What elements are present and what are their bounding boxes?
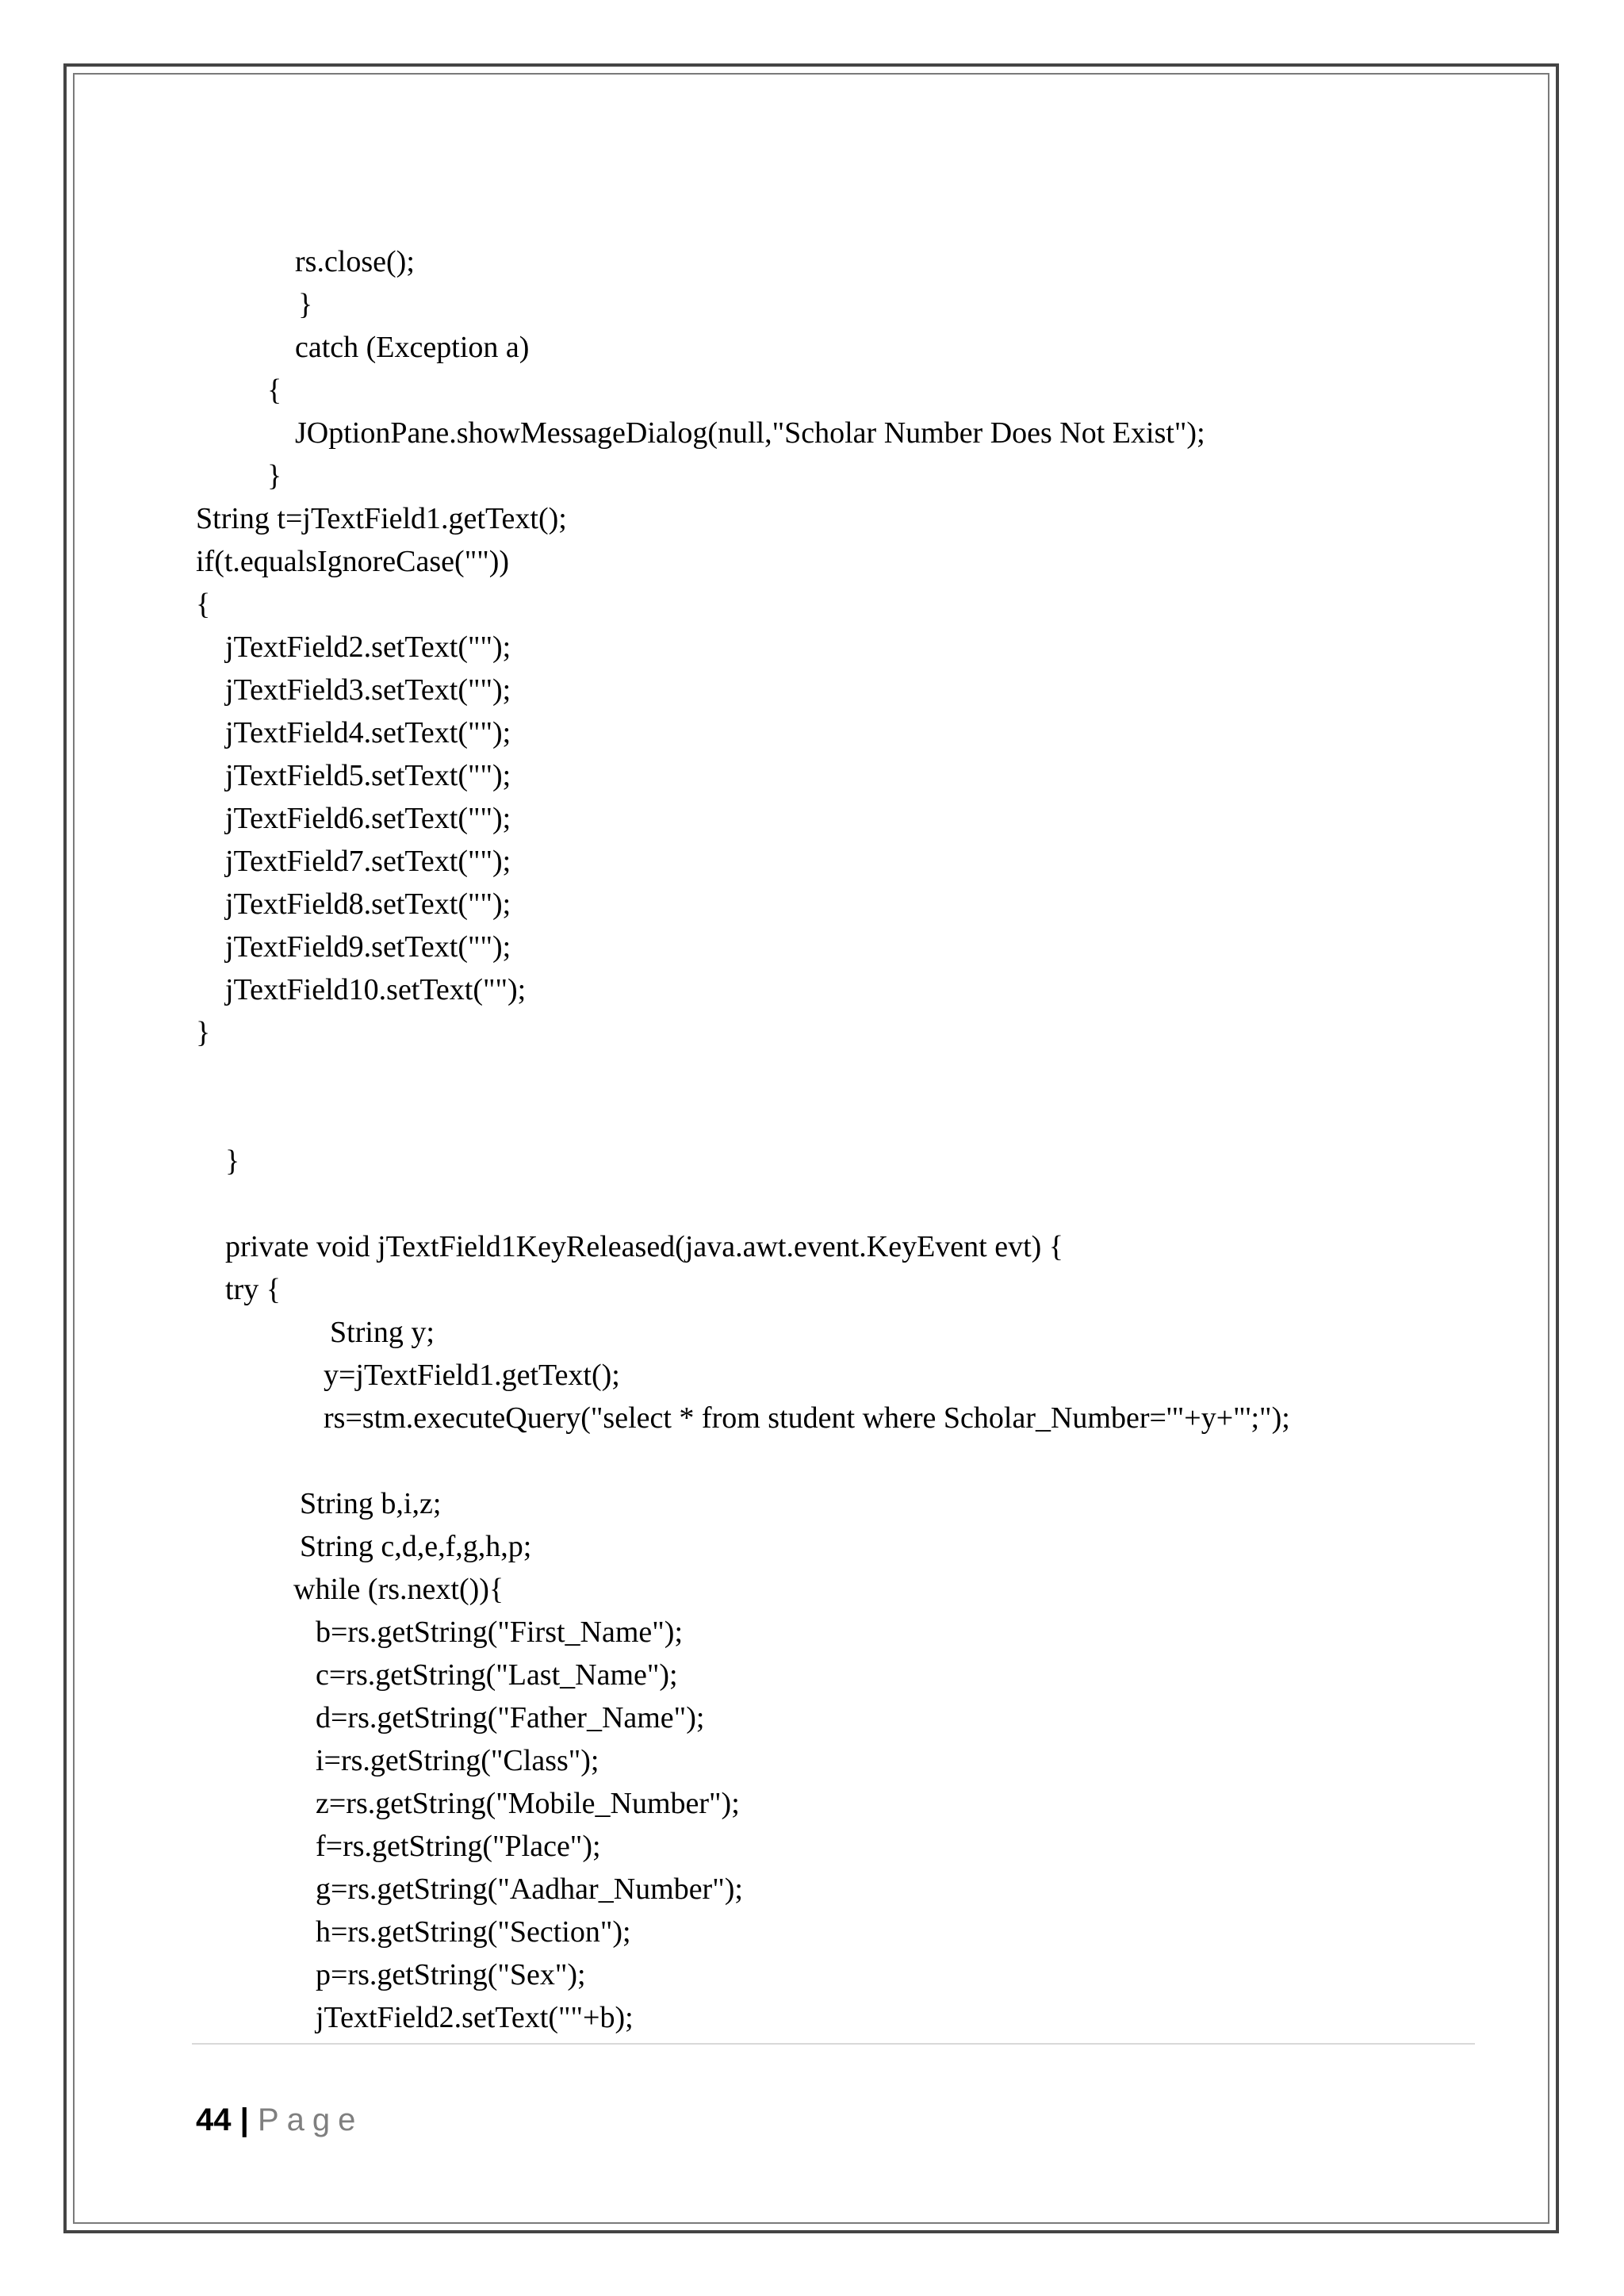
- code-line: rs.close();: [295, 245, 415, 278]
- code-line: jTextField2.setText(""+b);: [316, 2001, 634, 2034]
- code-line: jTextField10.setText("");: [225, 973, 527, 1006]
- code-line: private void jTextField1KeyReleased(java.awt.event.KeyEvent evt) {: [225, 1230, 1064, 1263]
- code-line: String y;: [330, 1316, 435, 1349]
- code-line: d=rs.getString("Father_Name");: [316, 1701, 705, 1734]
- code-line: jTextField6.setText("");: [225, 802, 511, 835]
- code-line: jTextField8.setText("");: [225, 887, 511, 921]
- code-line: }: [196, 1016, 211, 1049]
- code-line: JOptionPane.showMessageDialog(null,"Scholar Number Does Not Exist");: [295, 416, 1205, 450]
- code-line: {: [196, 588, 211, 621]
- code-line: jTextField7.setText("");: [225, 845, 511, 878]
- code-line: catch (Exception a): [295, 331, 530, 364]
- code-line: jTextField4.setText("");: [225, 716, 511, 749]
- code-line: String c,d,e,f,g,h,p;: [300, 1530, 532, 1563]
- code-line: }: [298, 288, 313, 321]
- code-line: }: [267, 459, 282, 493]
- page-label: Page: [257, 2102, 364, 2137]
- code-line: jTextField2.setText("");: [225, 631, 511, 664]
- footer-divider: [192, 2043, 1475, 2045]
- code-line: try {: [225, 1273, 281, 1306]
- code-line: z=rs.getString("Mobile_Number");: [316, 1787, 740, 1820]
- code-line: String t=jTextField1.getText();: [196, 502, 567, 535]
- code-line: jTextField9.setText("");: [225, 930, 511, 964]
- page-number: 44: [196, 2102, 232, 2137]
- code-line: jTextField5.setText("");: [225, 759, 511, 792]
- code-line: {: [267, 374, 282, 407]
- code-line: c=rs.getString("Last_Name");: [316, 1658, 678, 1692]
- code-line: p=rs.getString("Sex");: [316, 1958, 586, 1991]
- code-line: String b,i,z;: [300, 1487, 442, 1520]
- code-line: b=rs.getString("First_Name");: [316, 1616, 684, 1649]
- page-footer: [196, 2100, 363, 2140]
- code-line: h=rs.getString("Section");: [316, 1915, 631, 1949]
- code-line: if(t.equalsIgnoreCase("")): [196, 545, 510, 578]
- code-line: g=rs.getString("Aadhar_Number");: [316, 1872, 743, 1906]
- code-line: i=rs.getString("Class");: [316, 1744, 599, 1777]
- page-separator: |: [239, 2102, 249, 2137]
- code-line: jTextField3.setText("");: [225, 673, 511, 707]
- code-line: rs=stm.executeQuery("select * from student where Scholar_Number='"+y+"';");: [324, 1401, 1290, 1435]
- code-line: f=rs.getString("Place");: [316, 1830, 601, 1863]
- code-line: y=jTextField1.getText();: [324, 1359, 620, 1392]
- code-line: while (rs.next()){: [293, 1573, 504, 1606]
- code-line: }: [225, 1144, 240, 1178]
